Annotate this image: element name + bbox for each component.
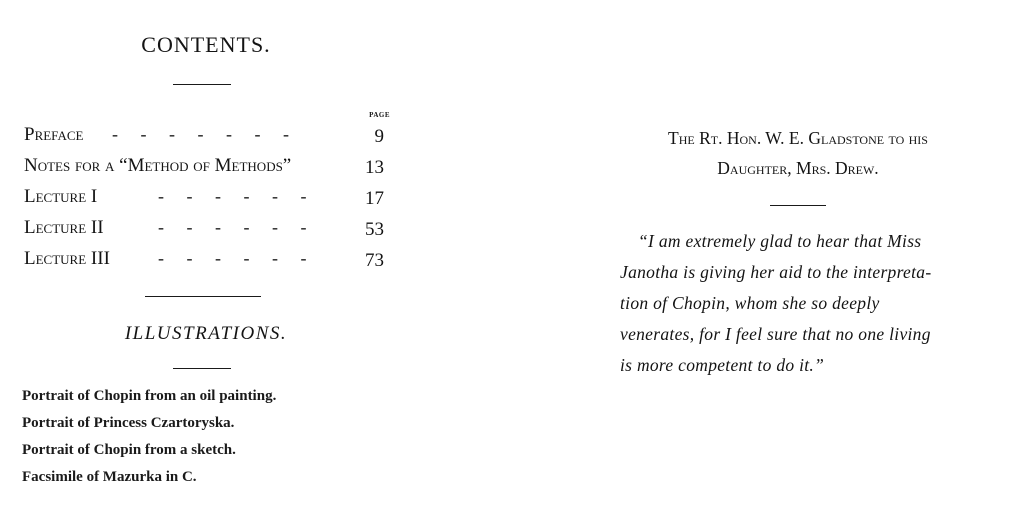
- toc-dot-leader: - - - - - -: [158, 248, 307, 268]
- letter-rule: [770, 205, 826, 206]
- title-rule: [173, 84, 231, 85]
- quote-line: “I am extremely glad to hear that Miss: [638, 231, 922, 251]
- letter-heading-line-2: Daughter, Mrs. Drew.: [717, 158, 879, 178]
- page-column-header: PAGE: [369, 111, 390, 119]
- illustration-item: Facsimile of Mazurka in C.: [22, 469, 197, 485]
- toc-entry-lecture-3: [24, 248, 384, 276]
- toc-entry-page: 73: [365, 250, 384, 271]
- illustration-item: Portrait of Chopin from an oil painting.: [22, 388, 277, 404]
- toc-entry-page: 17: [365, 188, 384, 209]
- toc-entry-lecture-2: [24, 217, 384, 245]
- illustration-item: Portrait of Princess Czartoryska.: [22, 415, 235, 431]
- toc-entry-title: Lecture II: [24, 217, 104, 238]
- toc-entry-title: Preface: [24, 124, 84, 145]
- contents-page: [0, 0, 440, 512]
- toc-entry-page: 53: [365, 219, 384, 240]
- toc-entry-page: 13: [365, 157, 384, 178]
- illustration-item: Portrait of Chopin from a sketch.: [22, 442, 236, 458]
- contents-title: CONTENTS.: [141, 32, 271, 57]
- quote-line: tion of Chopin, whom she so deeply: [620, 293, 880, 313]
- letter-heading-line-1: The Rt. Hon. W. E. Gladstone to his: [668, 128, 928, 148]
- toc-entry-page: 9: [374, 126, 384, 147]
- toc-entry-notes: [24, 155, 384, 183]
- illustrations-rule: [173, 368, 231, 369]
- illustrations-title: ILLUSTRATIONS.: [124, 323, 288, 344]
- letter-page: [590, 0, 1021, 512]
- toc-dot-leader: - - - - - - -: [112, 124, 289, 144]
- toc-entry-preface: [24, 124, 384, 152]
- toc-dot-leader: - - - - - -: [158, 186, 307, 206]
- quote-line: is more competent to do it.”: [620, 355, 825, 375]
- quote-line: venerates, for I feel sure that no one living: [620, 324, 931, 344]
- section-rule: [145, 296, 261, 297]
- quote-line: Janotha is giving her aid to the interpreta-: [620, 262, 932, 282]
- toc-dot-leader: - - - - - -: [158, 217, 307, 237]
- toc-entry-lecture-1: [24, 186, 384, 214]
- toc-entry-title: Lecture I: [24, 186, 98, 207]
- toc-entry-title: Lecture III: [24, 248, 110, 269]
- toc-entry-title: Notes for a “Method of Methods”: [24, 155, 292, 176]
